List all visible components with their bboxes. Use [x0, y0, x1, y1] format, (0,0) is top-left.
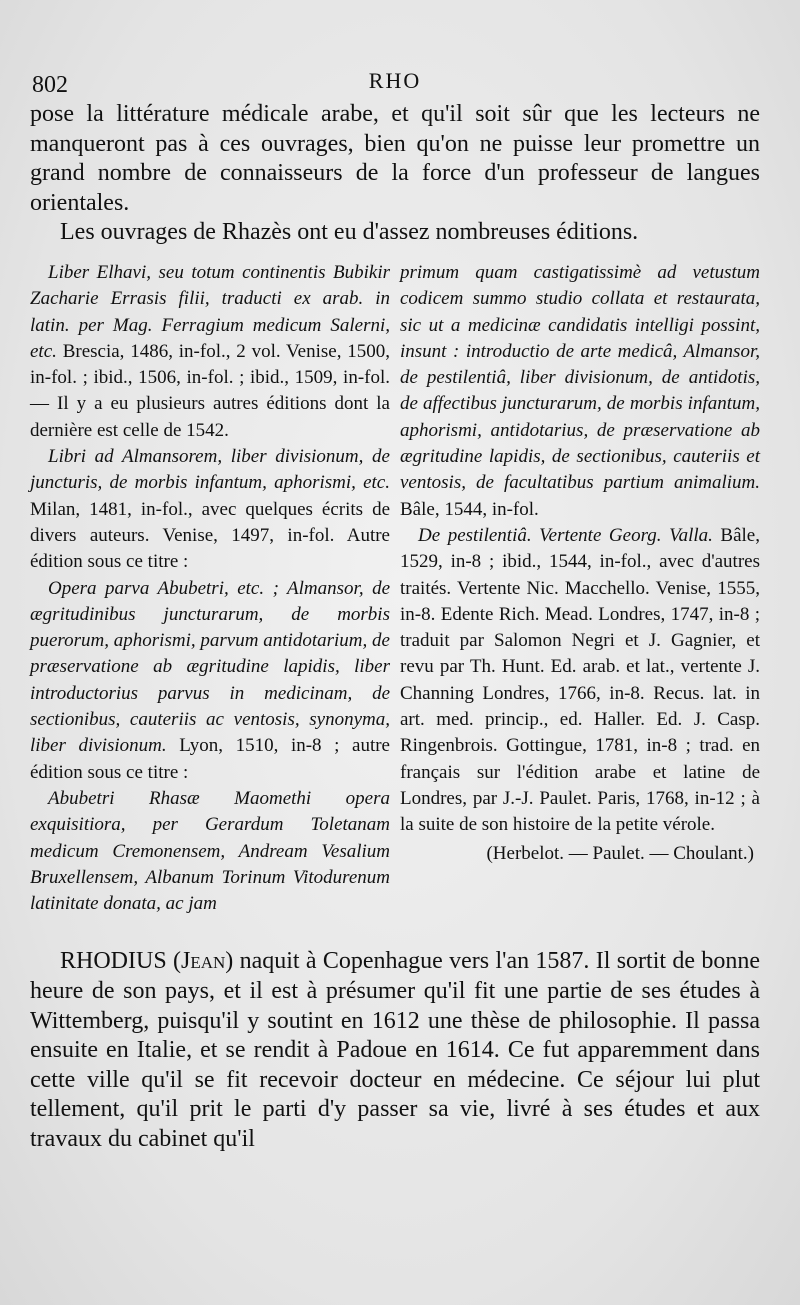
- bibliography-columns: [30, 260, 760, 917]
- sources-signoff: (Herbelot. — Paulet. — Choulant.): [486, 842, 754, 864]
- bib-entry: [30, 260, 390, 444]
- left-column: [30, 260, 390, 917]
- page-number: 802: [32, 72, 68, 98]
- bib-title: Libri ad Almansorem, liber divisionum, de juncturis, de morbis infantum, aphorismi, etc.: [30, 446, 390, 494]
- intro-paragraph: pose la littérature médicale arabe, et qu'il soit sûr que les lecteurs ne manqueront pas à ces ouvrages, bien qu'on ne puisse leur promettre un grand nombre de connaisseurs de la force d'un professeur de langues orientales.: [30, 101, 760, 216]
- entry-name: RHODIUS: [60, 948, 167, 975]
- page-header: [30, 60, 760, 98]
- bib-entry: [30, 444, 390, 575]
- bib-details: Lyon, 1510, in-8 ; autre édition sous ce titre :: [30, 735, 390, 783]
- bib-entry: [30, 576, 390, 786]
- rhodius-entry: RHODIUS (Jean) naquit à Copenhague vers l'an 1587. Il sortit de bonne heure de son pays, et il est à présumer qu'il fit une partie de ses études à Wittemberg, puisqu'il y soutint en 1612 une thèse de philosophie. Il passa ensuite en Italie, et se rendit à Padoue en 1614. Ce fut apparemment dans cette ville qu'il se fit recevoir docteur en médecine. Ce séjour lui plut tellement, qu'il prit le parti d'y passer sa vie, livré à ses études et aux travaux du cabinet qu'il: [30, 948, 760, 1152]
- bib-details: Bâle, 1529, in-8 ; ibid., 1544, in-fol., avec d'autres traités. Vertente Nic. Macchello. Venise, 1555, in-8. Edente Rich. Mead. Londres, 1747, in-8 ; traduit par Salomon Negri et J. Gagnier, et revu par Th. Hunt. Ed. arab. et lat., vertente J. Channing Londres, 1766, in-8. Recus. lat. in art. med. princip., ed. Haller. Ed. J. Casp. Ringenbrois. Gottingue, 1781, in-8 ; trad. en français sur l'édition arabe et latine de Londres, par J.-J. Paulet. Paris, 1768, in-12 ; à la suite de son histoire de la petite vérole.: [400, 524, 760, 836]
- bib-details: Milan, 1481, in-fol., avec quelques écrits de divers auteurs. Venise, 1497, in-fol. Autre édition sous ce titre :: [30, 498, 390, 573]
- bib-title: Abubetri Rhasæ Maomethi opera exquisitiora, per Gerardum Toletanam medicum Cremonensem, Andream Vesalium Bruxellensem, Albanum Torinum Vitodurenum latinitate donata, ac jam: [30, 787, 390, 915]
- bib-entry-continued: [400, 260, 760, 523]
- entry-firstname: Jean: [181, 948, 226, 975]
- bib-details: Bâle, 1544, in-fol.: [400, 498, 539, 520]
- editions-summary: Les ouvrages de Rhazès ont eu d'assez nombreuses éditions.: [60, 219, 639, 246]
- right-column: [400, 260, 760, 917]
- bib-title: De pestilentiâ. Vertente Georg. Valla.: [418, 524, 713, 546]
- bib-entry: [30, 786, 390, 917]
- bib-entry: [400, 523, 760, 839]
- bib-title: Liber Elhavi, seu totum continentis Bubikir Zacharie Errasis filii, traducti ex arab. in latin. per Mag. Ferragium medicum Salerni, etc.: [30, 261, 390, 362]
- entry-text: naquit à Copenhague vers l'an 1587. Il sortit de bonne heure de son pays, et il est à présumer qu'il fit une partie de ses études à Wittemberg, puisqu'il y soutint en 1612 une thèse de philosophie. Il passa ensuite en Italie, et se rendit à Padoue en 1614. Ce fut apparemment dans cette ville qu'il se fit recevoir docteur en médecine. Ce séjour lui plut tellement, qu'il prit le parti d'y passer sa vie, livré à ses études et aux travaux du cabinet qu'il: [30, 948, 760, 1152]
- bib-title: primum quam castigatissimè ad vetustum codicem summo studio collata et restaurata, sic ut a medicinæ candidatis intelligi possint, insunt : introductio de arte medicâ, Almansor, de pestilentiâ, liber divisionum, de antidotis, de affectibus juncturarum, de morbis infantum, aphorismi, antidotarius, de præservatione ab ægritudine lapidis, de sectionibus, cauteriis et ventosis, de facultatibus partium animalium.: [400, 261, 760, 494]
- bib-title: Opera parva Abubetri, etc. ; Almansor, de ægritudinibus juncturarum, de morbis puerorum, aphorismi, parvum antidotarium, de præservatione ab ægritudine lapidis, liber introductorius parvus in medicinam, de sectionibus, cauteriis ac ventosis, synonyma, liber divisionum.: [30, 577, 390, 757]
- bib-details: Brescia, 1486, in-fol., 2 vol. Venise, 1500, in-fol. ; ibid., 1506, in-fol. ; ibid., 1509, in-fol. — Il y a eu plusieurs autres éditions dont la dernière est celle de 1542.: [30, 340, 390, 441]
- running-head: RHO: [368, 68, 422, 93]
